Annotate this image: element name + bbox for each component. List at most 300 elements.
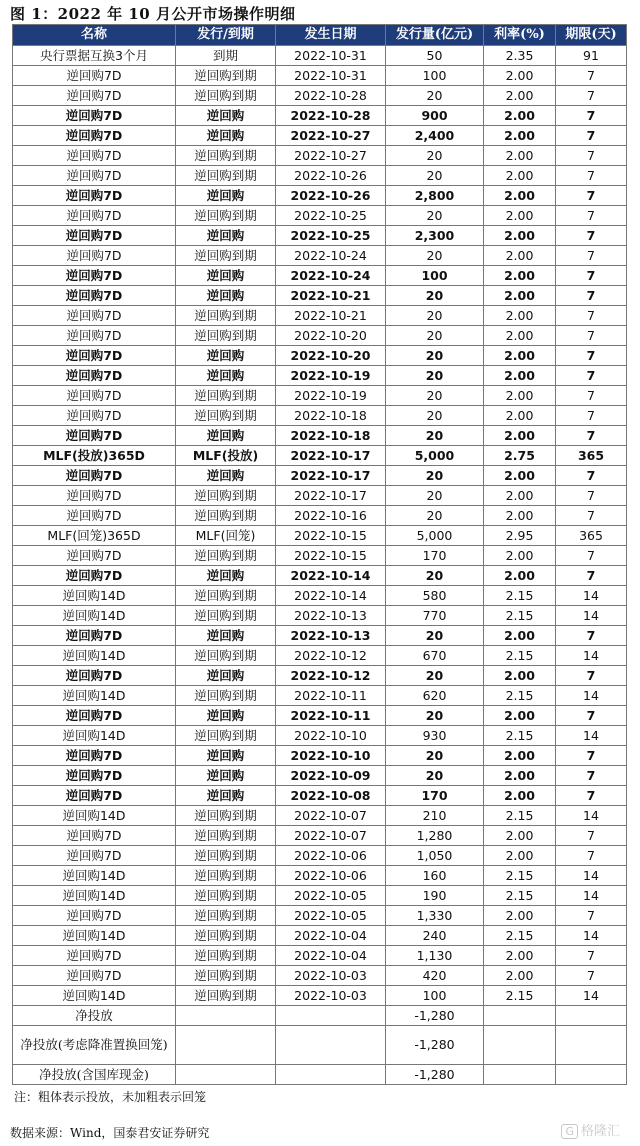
summary-row: [13, 1065, 627, 1085]
cell-date: 2022-10-07: [276, 806, 386, 826]
cell-date: 2022-10-10: [276, 726, 386, 746]
cell-term: 7: [556, 906, 627, 926]
cell-term: 7: [556, 366, 627, 386]
cell-name: 逆回购7D: [13, 486, 176, 506]
cell-date: 2022-10-21: [276, 286, 386, 306]
cell-type: 逆回购: [176, 266, 276, 286]
table-row: [13, 346, 627, 366]
cell-rate: 2.00: [484, 946, 556, 966]
column-header-term: 期限(天): [556, 25, 627, 46]
cell-date: 2022-10-28: [276, 86, 386, 106]
cell-date: 2022-10-08: [276, 786, 386, 806]
cell-term: 14: [556, 926, 627, 946]
cell-volume: 2,800: [386, 186, 484, 206]
cell-type: 逆回购到期: [176, 686, 276, 706]
cell-type: 逆回购: [176, 786, 276, 806]
table-row: [13, 806, 627, 826]
cell-term: 7: [556, 326, 627, 346]
cell-volume: 20: [386, 286, 484, 306]
cell-rate: 2.00: [484, 406, 556, 426]
cell-type: 到期: [176, 46, 276, 66]
summary-empty-cell: [556, 1006, 627, 1026]
cell-type: 逆回购: [176, 126, 276, 146]
cell-rate: 2.15: [484, 606, 556, 626]
cell-type: 逆回购: [176, 666, 276, 686]
summary-empty-cell: [556, 1026, 627, 1065]
summary-empty-cell: [276, 1026, 386, 1065]
cell-term: 7: [556, 126, 627, 146]
cell-date: 2022-10-05: [276, 886, 386, 906]
table-note: 注：粗体表示投放，未加粗表示回笼: [14, 1090, 207, 1104]
cell-name: 逆回购7D: [13, 546, 176, 566]
cell-name: 逆回购7D: [13, 146, 176, 166]
table-row: [13, 86, 627, 106]
cell-term: 14: [556, 806, 627, 826]
table-row: [13, 486, 627, 506]
cell-name: 逆回购7D: [13, 106, 176, 126]
cell-term: 7: [556, 786, 627, 806]
cell-type: 逆回购到期: [176, 886, 276, 906]
data-source: 数据来源：Wind，国泰君安证券研究: [10, 1126, 210, 1140]
cell-type: 逆回购: [176, 366, 276, 386]
cell-type: 逆回购到期: [176, 946, 276, 966]
cell-term: 7: [556, 346, 627, 366]
cell-rate: 2.00: [484, 626, 556, 646]
cell-rate: 2.00: [484, 266, 556, 286]
cell-volume: 20: [386, 706, 484, 726]
table-row: [13, 406, 627, 426]
cell-volume: 20: [386, 486, 484, 506]
cell-type: 逆回购到期: [176, 66, 276, 86]
cell-name: 逆回购7D: [13, 826, 176, 846]
cell-rate: 2.15: [484, 586, 556, 606]
cell-term: 7: [556, 486, 627, 506]
cell-name: 逆回购7D: [13, 326, 176, 346]
cell-rate: 2.00: [484, 206, 556, 226]
cell-volume: 20: [386, 386, 484, 406]
cell-type: 逆回购到期: [176, 906, 276, 926]
cell-type: 逆回购: [176, 766, 276, 786]
watermark-logo-icon: G: [561, 1124, 578, 1139]
cell-term: 7: [556, 566, 627, 586]
cell-date: 2022-10-11: [276, 706, 386, 726]
cell-name: 逆回购14D: [13, 726, 176, 746]
summary-value: -1,280: [386, 1026, 484, 1065]
cell-rate: 2.15: [484, 866, 556, 886]
cell-rate: 2.00: [484, 366, 556, 386]
table-row: [13, 546, 627, 566]
cell-term: 7: [556, 826, 627, 846]
cell-term: 7: [556, 406, 627, 426]
cell-term: 7: [556, 266, 627, 286]
cell-term: 14: [556, 606, 627, 626]
cell-date: 2022-10-17: [276, 486, 386, 506]
cell-type: 逆回购到期: [176, 966, 276, 986]
cell-type: 逆回购到期: [176, 806, 276, 826]
cell-date: 2022-10-15: [276, 526, 386, 546]
figure-title: 图 1：2022 年 10 月公开市场操作明细: [10, 5, 296, 23]
cell-rate: 2.00: [484, 746, 556, 766]
cell-term: 7: [556, 106, 627, 126]
cell-term: 7: [556, 206, 627, 226]
cell-rate: 2.00: [484, 186, 556, 206]
table-row: [13, 106, 627, 126]
table-row: [13, 846, 627, 866]
cell-type: 逆回购到期: [176, 326, 276, 346]
cell-type: 逆回购到期: [176, 586, 276, 606]
cell-term: 7: [556, 246, 627, 266]
cell-date: 2022-10-17: [276, 466, 386, 486]
cell-rate: 2.00: [484, 66, 556, 86]
cell-rate: 2.75: [484, 446, 556, 466]
cell-name: 逆回购14D: [13, 686, 176, 706]
table-row: [13, 746, 627, 766]
table-row: [13, 886, 627, 906]
table-row: [13, 226, 627, 246]
cell-name: 逆回购7D: [13, 126, 176, 146]
cell-term: 7: [556, 186, 627, 206]
summary-value: -1,280: [386, 1006, 484, 1026]
table-row: [13, 606, 627, 626]
table-row: [13, 686, 627, 706]
cell-rate: 2.15: [484, 926, 556, 946]
cell-volume: 1,280: [386, 826, 484, 846]
cell-type: 逆回购到期: [176, 486, 276, 506]
table-body: [13, 46, 627, 1085]
table-row: [13, 506, 627, 526]
cell-term: 7: [556, 146, 627, 166]
cell-type: 逆回购: [176, 746, 276, 766]
cell-volume: 5,000: [386, 446, 484, 466]
cell-type: 逆回购到期: [176, 406, 276, 426]
cell-term: 14: [556, 886, 627, 906]
cell-term: 14: [556, 586, 627, 606]
cell-name: 逆回购14D: [13, 806, 176, 826]
cell-name: MLF(投放)365D: [13, 446, 176, 466]
cell-name: 逆回购7D: [13, 766, 176, 786]
cell-volume: 20: [386, 746, 484, 766]
cell-date: 2022-10-27: [276, 146, 386, 166]
cell-term: 7: [556, 546, 627, 566]
cell-type: 逆回购: [176, 426, 276, 446]
cell-volume: 100: [386, 266, 484, 286]
cell-rate: 2.00: [484, 706, 556, 726]
cell-type: 逆回购到期: [176, 506, 276, 526]
cell-date: 2022-10-13: [276, 626, 386, 646]
cell-name: 逆回购7D: [13, 506, 176, 526]
summary-empty-cell: [556, 1065, 627, 1085]
cell-term: 365: [556, 446, 627, 466]
summary-empty-cell: [176, 1006, 276, 1026]
table-row: [13, 366, 627, 386]
cell-term: 7: [556, 966, 627, 986]
table-header-row: [13, 25, 627, 46]
summary-row: [13, 1026, 627, 1065]
cell-rate: 2.00: [484, 386, 556, 406]
cell-date: 2022-10-31: [276, 66, 386, 86]
table-row: [13, 466, 627, 486]
cell-type: 逆回购到期: [176, 846, 276, 866]
table-row: [13, 866, 627, 886]
table-row: [13, 146, 627, 166]
cell-type: 逆回购到期: [176, 726, 276, 746]
cell-volume: 1,330: [386, 906, 484, 926]
cell-term: 7: [556, 666, 627, 686]
cell-type: 逆回购: [176, 566, 276, 586]
cell-volume: 210: [386, 806, 484, 826]
cell-volume: 1,130: [386, 946, 484, 966]
cell-rate: 2.00: [484, 146, 556, 166]
cell-term: 7: [556, 86, 627, 106]
cell-name: 逆回购7D: [13, 566, 176, 586]
table-row: [13, 326, 627, 346]
cell-volume: 20: [386, 666, 484, 686]
cell-type: 逆回购: [176, 286, 276, 306]
cell-rate: 2.15: [484, 646, 556, 666]
table-row: [13, 526, 627, 546]
cell-type: 逆回购到期: [176, 546, 276, 566]
cell-rate: 2.00: [484, 286, 556, 306]
cell-type: 逆回购到期: [176, 86, 276, 106]
cell-term: 14: [556, 646, 627, 666]
cell-name: 逆回购7D: [13, 846, 176, 866]
cell-name: 逆回购14D: [13, 606, 176, 626]
cell-date: 2022-10-26: [276, 166, 386, 186]
cell-name: MLF(回笼)365D: [13, 526, 176, 546]
cell-volume: 20: [386, 166, 484, 186]
cell-volume: 420: [386, 966, 484, 986]
cell-name: 逆回购14D: [13, 586, 176, 606]
cell-volume: 190: [386, 886, 484, 906]
cell-date: 2022-10-20: [276, 346, 386, 366]
cell-date: 2022-10-17: [276, 446, 386, 466]
cell-type: MLF(投放): [176, 446, 276, 466]
cell-rate: 2.15: [484, 986, 556, 1006]
cell-name: 央行票据互换3个月: [13, 46, 176, 66]
cell-name: 逆回购14D: [13, 866, 176, 886]
cell-date: 2022-10-03: [276, 966, 386, 986]
cell-type: 逆回购到期: [176, 206, 276, 226]
cell-rate: 2.00: [484, 566, 556, 586]
cell-date: 2022-10-24: [276, 246, 386, 266]
table-row: [13, 46, 627, 66]
cell-rate: 2.00: [484, 246, 556, 266]
cell-type: 逆回购到期: [176, 826, 276, 846]
cell-type: 逆回购到期: [176, 306, 276, 326]
cell-date: 2022-10-19: [276, 366, 386, 386]
cell-rate: 2.95: [484, 526, 556, 546]
cell-date: 2022-10-09: [276, 766, 386, 786]
cell-date: 2022-10-26: [276, 186, 386, 206]
cell-date: 2022-10-20: [276, 326, 386, 346]
cell-rate: 2.00: [484, 86, 556, 106]
column-header-date: 发生日期: [276, 25, 386, 46]
cell-name: 逆回购7D: [13, 386, 176, 406]
table-row: [13, 306, 627, 326]
cell-name: 逆回购7D: [13, 666, 176, 686]
cell-term: 14: [556, 686, 627, 706]
cell-rate: 2.35: [484, 46, 556, 66]
cell-name: 逆回购7D: [13, 406, 176, 426]
cell-term: 7: [556, 66, 627, 86]
cell-rate: 2.00: [484, 786, 556, 806]
table-row: [13, 126, 627, 146]
cell-term: 7: [556, 506, 627, 526]
table-row: [13, 586, 627, 606]
cell-type: 逆回购到期: [176, 386, 276, 406]
table-row: [13, 166, 627, 186]
cell-volume: 770: [386, 606, 484, 626]
summary-empty-cell: [484, 1065, 556, 1085]
cell-volume: 580: [386, 586, 484, 606]
cell-date: 2022-10-11: [276, 686, 386, 706]
cell-rate: 2.00: [484, 506, 556, 526]
summary-empty-cell: [176, 1065, 276, 1085]
cell-rate: 2.00: [484, 766, 556, 786]
cell-volume: 930: [386, 726, 484, 746]
cell-name: 逆回购14D: [13, 926, 176, 946]
table-row: [13, 246, 627, 266]
cell-date: 2022-10-04: [276, 926, 386, 946]
table-row: [13, 786, 627, 806]
cell-volume: 20: [386, 426, 484, 446]
cell-type: 逆回购到期: [176, 866, 276, 886]
cell-name: 逆回购7D: [13, 86, 176, 106]
cell-rate: 2.00: [484, 226, 556, 246]
cell-name: 逆回购7D: [13, 226, 176, 246]
cell-term: 14: [556, 986, 627, 1006]
cell-date: 2022-10-25: [276, 226, 386, 246]
summary-empty-cell: [276, 1006, 386, 1026]
cell-type: 逆回购到期: [176, 246, 276, 266]
summary-label: 净投放: [13, 1006, 176, 1026]
cell-date: 2022-10-06: [276, 866, 386, 886]
cell-name: 逆回购7D: [13, 466, 176, 486]
cell-volume: 2,300: [386, 226, 484, 246]
cell-term: 7: [556, 466, 627, 486]
cell-term: 7: [556, 766, 627, 786]
cell-name: 逆回购7D: [13, 786, 176, 806]
cell-type: 逆回购: [176, 346, 276, 366]
cell-volume: 170: [386, 786, 484, 806]
cell-term: 7: [556, 426, 627, 446]
cell-date: 2022-10-27: [276, 126, 386, 146]
cell-type: 逆回购到期: [176, 926, 276, 946]
cell-name: 逆回购7D: [13, 246, 176, 266]
cell-volume: 20: [386, 146, 484, 166]
cell-term: 7: [556, 226, 627, 246]
cell-date: 2022-10-16: [276, 506, 386, 526]
cell-rate: 2.00: [484, 846, 556, 866]
summary-empty-cell: [176, 1026, 276, 1065]
cell-volume: 20: [386, 366, 484, 386]
cell-name: 逆回购7D: [13, 746, 176, 766]
table-row: [13, 286, 627, 306]
cell-rate: 2.00: [484, 326, 556, 346]
cell-rate: 2.00: [484, 346, 556, 366]
cell-name: 逆回购7D: [13, 186, 176, 206]
cell-rate: 2.00: [484, 426, 556, 446]
cell-rate: 2.00: [484, 906, 556, 926]
column-header-volume: 发行量(亿元): [386, 25, 484, 46]
cell-date: 2022-10-06: [276, 846, 386, 866]
cell-rate: 2.00: [484, 166, 556, 186]
cell-name: 逆回购14D: [13, 986, 176, 1006]
cell-volume: 20: [386, 346, 484, 366]
cell-date: 2022-10-21: [276, 306, 386, 326]
cell-rate: 2.15: [484, 726, 556, 746]
cell-term: 91: [556, 46, 627, 66]
cell-rate: 2.00: [484, 306, 556, 326]
cell-name: 逆回购7D: [13, 286, 176, 306]
cell-term: 7: [556, 626, 627, 646]
cell-type: 逆回购到期: [176, 166, 276, 186]
cell-volume: 620: [386, 686, 484, 706]
cell-type: 逆回购: [176, 706, 276, 726]
cell-date: 2022-10-07: [276, 826, 386, 846]
cell-name: 逆回购7D: [13, 66, 176, 86]
cell-date: 2022-10-25: [276, 206, 386, 226]
cell-date: 2022-10-19: [276, 386, 386, 406]
cell-term: 7: [556, 946, 627, 966]
cell-volume: 1,050: [386, 846, 484, 866]
table-row: [13, 986, 627, 1006]
table-row: [13, 266, 627, 286]
table-row: [13, 186, 627, 206]
cell-volume: 160: [386, 866, 484, 886]
cell-type: 逆回购: [176, 186, 276, 206]
cell-volume: 5,000: [386, 526, 484, 546]
cell-rate: 2.00: [484, 466, 556, 486]
cell-date: 2022-10-04: [276, 946, 386, 966]
cell-date: 2022-10-14: [276, 566, 386, 586]
cell-term: 7: [556, 286, 627, 306]
table-row: [13, 666, 627, 686]
table-row: [13, 386, 627, 406]
cell-volume: 50: [386, 46, 484, 66]
cell-name: 逆回购7D: [13, 706, 176, 726]
cell-name: 逆回购7D: [13, 306, 176, 326]
summary-label: 净投放(含国库现金): [13, 1065, 176, 1085]
cell-name: 逆回购7D: [13, 946, 176, 966]
cell-term: 7: [556, 846, 627, 866]
cell-type: 逆回购: [176, 106, 276, 126]
cell-date: 2022-10-15: [276, 546, 386, 566]
cell-rate: 2.00: [484, 546, 556, 566]
cell-volume: 20: [386, 306, 484, 326]
cell-volume: 20: [386, 246, 484, 266]
cell-type: 逆回购: [176, 226, 276, 246]
cell-term: 14: [556, 726, 627, 746]
cell-date: 2022-10-10: [276, 746, 386, 766]
cell-date: 2022-10-03: [276, 986, 386, 1006]
operations-table: [12, 24, 627, 1085]
summary-empty-cell: [276, 1065, 386, 1085]
cell-rate: 2.00: [484, 106, 556, 126]
column-header-name: 名称: [13, 25, 176, 46]
cell-term: 14: [556, 866, 627, 886]
cell-term: 7: [556, 706, 627, 726]
cell-name: 逆回购7D: [13, 366, 176, 386]
cell-date: 2022-10-18: [276, 406, 386, 426]
cell-volume: 170: [386, 546, 484, 566]
cell-volume: 20: [386, 326, 484, 346]
summary-empty-cell: [484, 1006, 556, 1026]
table-row: [13, 66, 627, 86]
table-row: [13, 726, 627, 746]
cell-date: 2022-10-12: [276, 646, 386, 666]
cell-rate: 2.15: [484, 886, 556, 906]
